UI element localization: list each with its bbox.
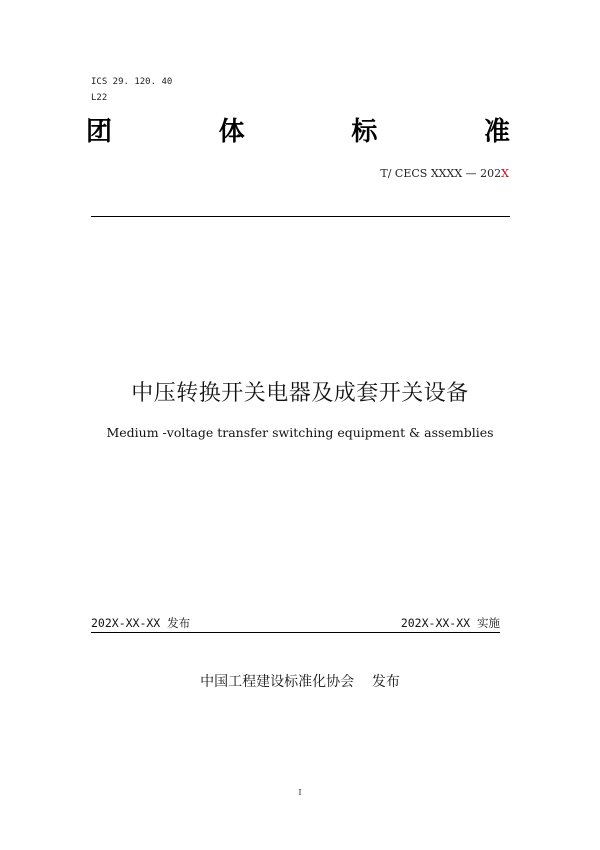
date-row [91,614,500,633]
page-number: I [298,788,302,797]
implementation-date: 202X-XX-XX 实施 [400,616,500,630]
header-divider [91,216,510,217]
document-title-zh: 中压转换开关电器及成套开关设备 [131,381,469,406]
document-title-en: Medium -voltage transfer switching equipment & assemblies [106,425,494,440]
standard-number-separator: — [465,167,477,180]
ics-code: ICS 29. 120. 40 [91,77,173,87]
standard-number [380,167,509,181]
standard-number-prefix: T/ CECS XXXX [380,167,463,180]
classification-codes [91,74,172,106]
heading-char-4: 准 [483,117,510,147]
heading-char-2: 体 [218,117,245,147]
standard-number-year-placeholder: X [501,167,509,180]
heading-char-3: 标 [351,117,378,147]
publisher: 中国工程建设标准化协会 发布 [200,674,400,690]
standard-number-year: 202 [480,167,502,180]
standard-kind-heading [86,116,510,148]
issue-date: 202X-XX-XX 发布 [91,616,191,630]
heading-char-1: 团 [86,117,113,147]
ccs-code: L22 [91,93,108,103]
